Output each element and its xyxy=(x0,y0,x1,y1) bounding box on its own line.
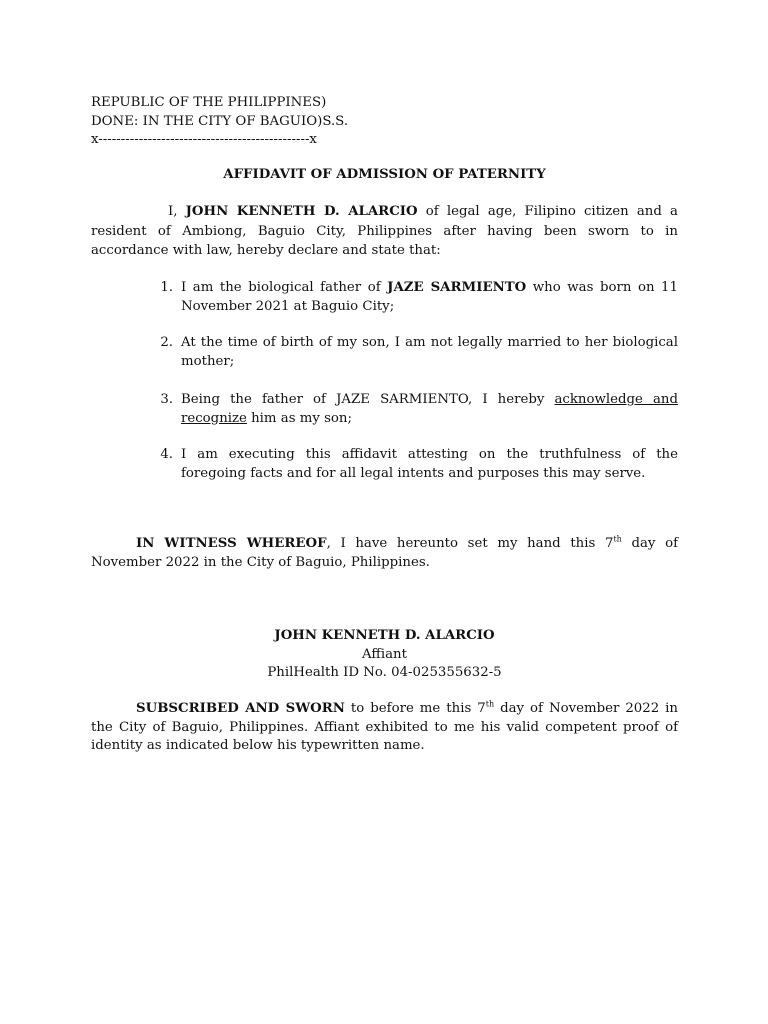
venue-header xyxy=(91,94,678,150)
list-item-number: 4. xyxy=(160,447,173,462)
list-item xyxy=(91,391,678,428)
list-item-text: At the time of birth of my son, I am not legally married to her biological mother; xyxy=(181,335,678,369)
jurat-paragraph: SUBSCRIBED AND SWORN to before me this 7th day of November 2022 in the City of Baguio, Philippines. Affiant exhibited to me his valid competent proof of identity as indicated below his typewritten name. xyxy=(91,699,678,753)
signature-block xyxy=(91,627,678,683)
jurat-heading: SUBSCRIBED AND SWORN xyxy=(136,701,345,716)
list-item-number: 1. xyxy=(160,280,173,295)
affiant-name: JOHN KENNETH D. ALARCIO xyxy=(274,628,495,643)
intro-prefix: I, xyxy=(168,204,186,219)
intro-text: of legal age, Filipino citizen and a resident of Ambiong, Baguio City, Philippines after having been sworn to in accordance with law, hereby declare and state that: xyxy=(91,204,678,258)
list-item-number: 2. xyxy=(160,335,173,350)
child-name: JAZE SARMIENTO xyxy=(387,280,527,295)
venue-line-republic: REPUBLIC OF THE PHILIPPINES) xyxy=(91,95,327,110)
list-item xyxy=(91,279,678,316)
list-item-text: I am the biological father of JAZE SARMIENTO who was born on 11 November 2021 at Baguio City; xyxy=(181,280,678,314)
list-item-text: I am executing this affidavit attesting on the truthfulness of the foregoing facts and for all legal intents and purposes this may serve. xyxy=(181,447,678,481)
list-item-number: 3. xyxy=(160,392,173,407)
witness-heading: IN WITNESS WHEREOF xyxy=(136,536,327,551)
affiant-id: PhilHealth ID No. 04-025355632-5 xyxy=(267,665,502,680)
intro-paragraph xyxy=(91,202,678,261)
list-item xyxy=(91,446,678,483)
witness-paragraph: IN WITNESS WHEREOF, I have hereunto set my hand this 7th day of November 2022 in the City of Baguio, Philippines. xyxy=(91,534,678,570)
document-title: AFFIDAVIT OF ADMISSION OF PATERNITY xyxy=(223,167,546,182)
acknowledgement-underlined: acknowledge and recognize xyxy=(181,392,678,426)
list-item xyxy=(91,334,678,371)
venue-line-city: DONE: IN THE CITY OF BAGUIO)S.S. xyxy=(91,113,349,129)
list-item-text: Being the father of JAZE SARMIENTO, I hereby acknowledge and recognize him as my son; xyxy=(181,392,678,426)
affiant-role: Affiant xyxy=(362,646,407,662)
affiant-name-inline: JOHN KENNETH D. ALARCIO xyxy=(185,204,418,219)
venue-rule: x-----------------------------------------------x xyxy=(91,132,317,147)
